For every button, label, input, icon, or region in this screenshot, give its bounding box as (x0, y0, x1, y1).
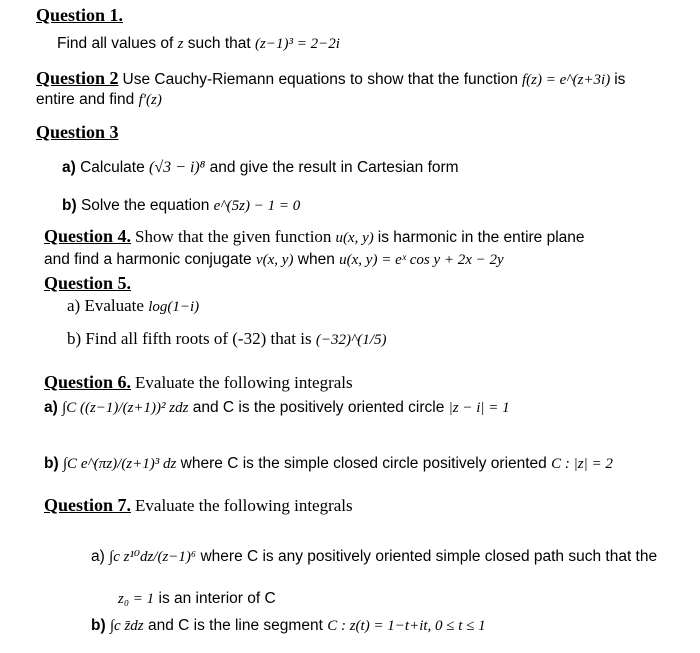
q5-b-line (67, 330, 386, 348)
q2-func: f(z) = e^(z+3i) (522, 72, 611, 88)
q2-heading: Question 2 (36, 68, 119, 88)
q7-a-line2 (118, 591, 276, 607)
q5-heading: Question 5. (44, 273, 132, 293)
q1-text2: such that (187, 35, 251, 52)
q6-a-line (44, 400, 510, 416)
q2-line1 (36, 69, 625, 88)
q6-b-line (44, 456, 613, 472)
q7-b-integral: ∫c z̄dz (109, 618, 144, 634)
q6-a-text: and C is the positively oriented circle (192, 399, 445, 416)
q6-b-text: where C is the simple closed circle positively oriented (180, 455, 547, 472)
q4-expr: u(x, y) = eˣ cos y + 2x − 2y (339, 252, 504, 268)
q4-line1 (44, 227, 585, 246)
q4-heading: Question 4. (44, 226, 132, 246)
q2-deriv: f′(z) (138, 92, 162, 108)
q4-func: u(x, y) (335, 230, 374, 246)
q6-a-label: a) (44, 399, 58, 416)
q7-b-segment: C : z(t) = 1−t+it, 0 ≤ t ≤ 1 (327, 618, 486, 634)
q4-text3: and find a harmonic conjugate (44, 251, 252, 268)
q4-line2 (44, 252, 504, 268)
q6-a-circle: |z − i| = 1 (448, 400, 510, 416)
q7-b-line (91, 618, 486, 634)
q2-line2 (36, 92, 162, 108)
q4-text2: is harmonic in the entire plane (377, 229, 585, 246)
q7-a-z0: z₀ = 1 (118, 591, 155, 607)
q6-text: Evaluate the following integrals (135, 373, 353, 392)
q5-b-text: Find all fifth roots of (-32) that is (85, 329, 312, 348)
q7-text: Evaluate the following integrals (135, 496, 353, 515)
q7-line1 (44, 496, 353, 515)
q1-equation: (z−1)³ = 2−2i (255, 36, 340, 52)
q6-a-integral: ∫C ((z−1)/(z+1))² zdz (62, 400, 189, 416)
q6-b-integral: ∫C e^(πz)/(z+1)³ dz (62, 456, 177, 472)
q7-heading: Question 7. (44, 495, 132, 515)
q5-b-expr: (−32)^(1/5) (315, 332, 387, 348)
q4-conj: v(x, y) (255, 252, 294, 268)
q3-b-line (62, 198, 300, 214)
q4-text4: when (297, 251, 335, 268)
q7-a-label: a) (91, 548, 105, 565)
q2-text2: entire and find (36, 91, 135, 108)
q5-a-label: a) (67, 296, 81, 315)
q3-b-expr: e^(5z) − 1 = 0 (213, 198, 301, 214)
q1-text: Find all values of (57, 35, 174, 52)
q4-text: Show that the given function (135, 227, 332, 246)
q2-text: Use Cauchy-Riemann equations to show that the function (122, 71, 518, 88)
q5-a-text: Evaluate (84, 296, 144, 315)
q6-b-circle: C : |z| = 2 (551, 456, 613, 472)
q5-a-line (67, 297, 199, 315)
q7-a-text2: is an interior of C (158, 590, 276, 607)
q3-a-text: Calculate (80, 159, 145, 176)
q1-heading: Question 1. (36, 5, 124, 25)
q7-b-text: and C is the line segment (147, 617, 323, 634)
q6-line1 (44, 373, 353, 392)
q3-a-label: a) (62, 159, 76, 176)
q1-var: z (177, 36, 184, 52)
q7-a-text: where C is any positively oriented simple closed path such that the (200, 548, 658, 565)
q3-a-line (62, 160, 459, 176)
q5-a-expr: log(1−i) (148, 299, 200, 315)
q6-heading: Question 6. (44, 372, 132, 392)
q6-b-label: b) (44, 455, 59, 472)
q7-a-integral: ∫c z¹⁰dz/(z−1)⁶ (109, 549, 197, 565)
q1-line (57, 36, 340, 52)
q3-heading: Question 3 (36, 122, 119, 142)
q3-a-text2: and give the result in Cartesian form (209, 159, 459, 176)
q3-a-expr: (√3 − i)⁸ (149, 159, 206, 176)
q2-text-end: is (614, 71, 626, 88)
q3-b-label: b) (62, 197, 77, 214)
q7-a-line (91, 549, 657, 565)
q5-b-label: b) (67, 329, 82, 348)
q7-b-label: b) (91, 617, 106, 634)
q3-b-text: Solve the equation (80, 197, 210, 214)
